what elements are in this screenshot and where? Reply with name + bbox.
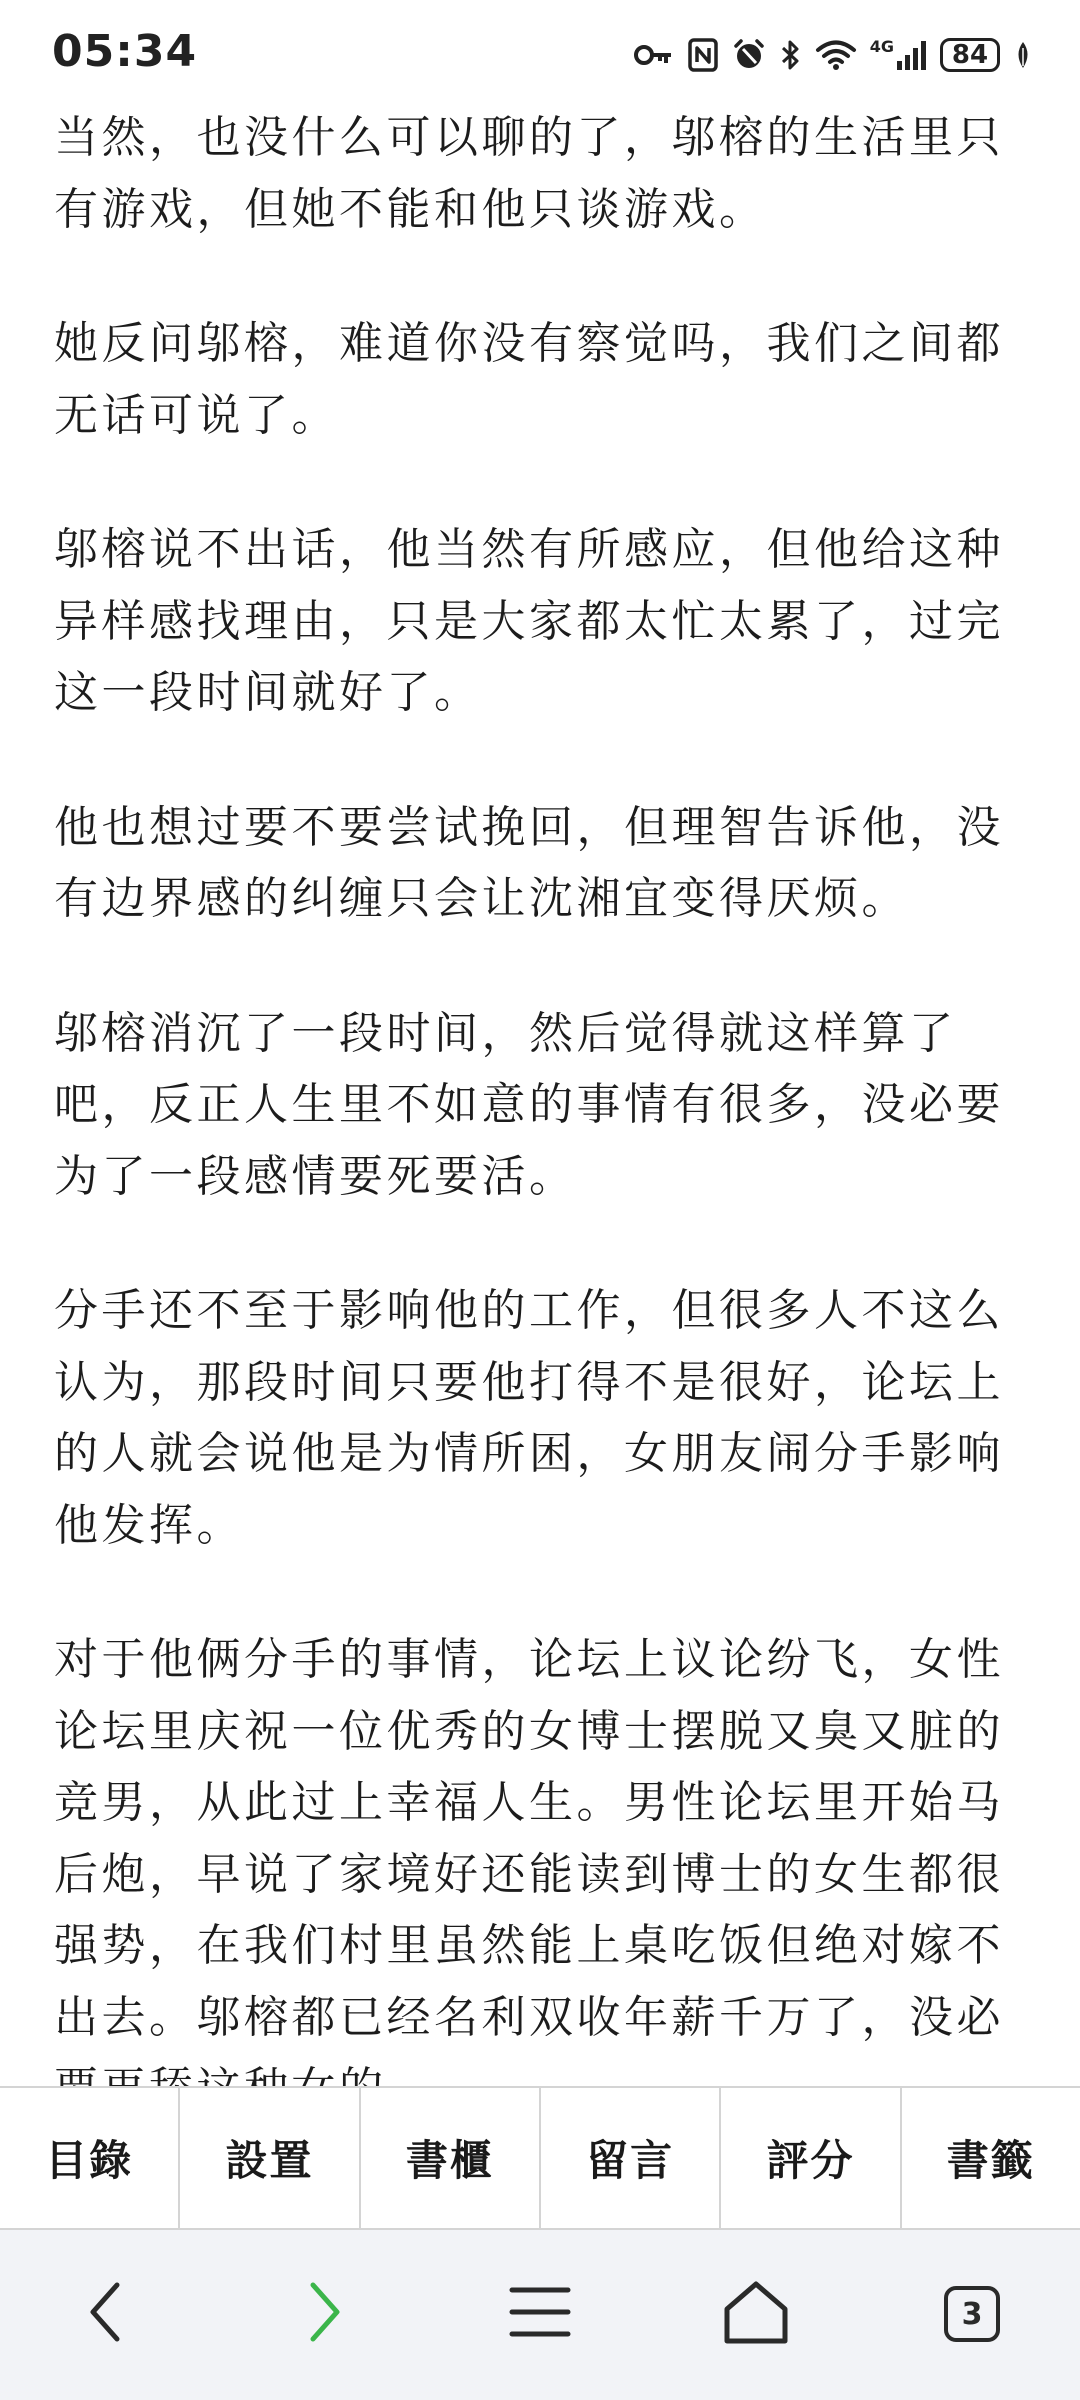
menu-button[interactable]: [490, 2264, 590, 2364]
menu-table-of-contents-button[interactable]: 目錄: [0, 2088, 180, 2228]
menu-bookmark-button[interactable]: 書籤: [946, 2136, 1035, 2185]
network-type-label: 4G: [869, 37, 894, 56]
paragraph: 分手还不至于影响他的工作，但很多人不这么认为，那段时间只要他打得不是很好，论坛上的人就会说他是为情所困，女朋友闹分手影响他发挥。: [54, 1285, 1004, 1551]
wifi-icon: [816, 39, 856, 71]
browser-nav-bar: [0, 2230, 1080, 2400]
chevron-right-icon: [299, 2277, 349, 2351]
tab-count-badge: 3: [944, 2286, 1000, 2342]
paragraph: 当然，也没什么可以聊的了，邬榕的生活里只有游戏，但她不能和他只谈游戏。: [54, 112, 1004, 235]
leaf-icon: [1014, 40, 1032, 70]
paragraph: 他也想过要不要尝试挽回，但理智告诉他，没有边界感的纠缠只会让沈湘宜变得厌烦。: [54, 801, 1004, 924]
alarm-icon: [732, 38, 766, 72]
home-icon: [721, 2279, 791, 2349]
status-bar: [0, 0, 1080, 110]
menu-comments-button[interactable]: 留言: [541, 2088, 721, 2228]
paragraph: 她反问邬榕，难道你没有察觉吗，我们之间都无话可说了。: [54, 318, 1004, 441]
menu-bookshelf-button[interactable]: 書櫃: [361, 2088, 541, 2228]
home-button[interactable]: [706, 2264, 806, 2364]
bluetooth-icon: [780, 38, 802, 72]
paragraph: 对于他俩分手的事情，论坛上议论纷飞，女性论坛里庆祝一位优秀的女博士摆脱又臭又脏的竞男，从此过上幸福人生。男性论坛里开始马后炮，早说了家境好还能读到博士的女生都很强势，在我们村里虽然能上桌吃饭但绝对嫁不出去。邬榕都已经名利双收年薪千万了，没必: [54, 1634, 1004, 2043]
status-time: 05:34: [52, 26, 198, 77]
status-icons: [634, 30, 1032, 80]
hamburger-menu-icon: [508, 2282, 572, 2346]
paragraph: 邬榕消沉了一段时间，然后觉得就这样算了吧，反正人生里不如意的事情有很多，没必要为了一段感情要死要活。: [54, 1007, 1004, 1202]
chapter-content: [54, 102, 1014, 2086]
chevron-left-icon: [81, 2277, 131, 2351]
nfc-icon: [688, 38, 718, 72]
tabs-button[interactable]: [922, 2264, 1022, 2364]
paragraph: 邬榕说不出话，他当然有所感应，但他给这种异样感找理由，只是大家都太忙太累了，过完这一段时间就好了。: [54, 524, 1004, 718]
key-icon: [634, 40, 674, 70]
battery-icon: 84: [940, 38, 1000, 72]
menu-settings-button[interactable]: 設置: [180, 2088, 360, 2228]
reader-menu-bar: [0, 2086, 1080, 2230]
cellular-signal-icon: [870, 39, 926, 71]
forward-button[interactable]: [274, 2264, 374, 2364]
back-button[interactable]: [56, 2264, 156, 2364]
menu-rating-button[interactable]: 評分: [721, 2088, 901, 2228]
